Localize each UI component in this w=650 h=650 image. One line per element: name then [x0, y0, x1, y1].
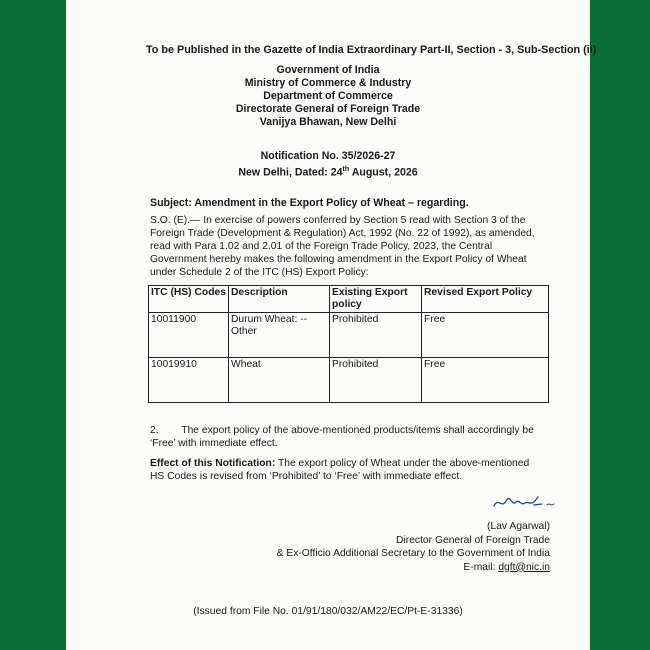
- intro-line: Government hereby makes the following amendment in the Export Policy of Wheat: [150, 254, 527, 265]
- notification-number: Notification No. 35/2026-27: [260, 150, 396, 162]
- issuer-department: Department of Commerce: [263, 90, 393, 102]
- paragraph-2: [150, 424, 550, 450]
- header-revised-policy: Revised Export Policy: [422, 286, 549, 313]
- signatory-designation: Director General of Foreign Trade: [396, 534, 550, 546]
- effect-paragraph: [150, 457, 550, 483]
- table-row: [149, 313, 549, 358]
- cell-code: 10011900: [149, 313, 229, 358]
- cell-existing: Prohibited: [330, 358, 422, 403]
- effect-label: Effect of this Notification:: [150, 458, 276, 469]
- signatory-name: (Lav Agarwal): [487, 521, 550, 532]
- export-policy-table: [148, 285, 549, 403]
- header-itc-codes: ITC (HS) Codes: [149, 286, 229, 313]
- subject-line: Subject: Amendment in the Export Policy of Wheat – regarding.: [150, 197, 469, 209]
- intro-line: Foreign Trade (Development & Regulation) Act, 1992 (No. 22 of 1992), as amended,: [150, 228, 535, 239]
- para2-line: 2. The export policy of the above-mentioned products/items shall accordingly be: [150, 425, 534, 436]
- cell-code: 10019910: [149, 358, 229, 403]
- cell-revised: Free: [422, 313, 549, 358]
- intro-line: under Schedule 2 of the ITC (HS) Export Policy:: [150, 267, 369, 278]
- issuer-address: Vanijya Bhawan, New Delhi: [259, 116, 397, 128]
- cell-revised: Free: [422, 358, 549, 403]
- intro-line: read with Para 1.02 and 2.01 of the Foreign Trade Policy, 2023, the Central: [150, 241, 493, 252]
- table-header-row: [149, 286, 549, 313]
- effect-line: HS Codes is revised from ‘Prohibited’ to ‘Free’ with immediate effect.: [150, 471, 463, 482]
- issuer-ministry: Ministry of Commerce & Industry: [244, 77, 412, 89]
- signatory-block: [250, 520, 550, 574]
- notification-date: New Delhi, Dated: 24th August, 2026: [238, 166, 418, 179]
- table-row: [149, 358, 549, 403]
- para2-line: ‘Free’ with immediate effect.: [150, 438, 278, 449]
- gazette-line: To be Published in the Gazette of India Extraordinary Part-II, Section - 3, Sub-Section (ii): [146, 44, 597, 56]
- signatory-additional: & Ex-Officio Additional Secretary to the Government of India: [276, 548, 550, 559]
- intro-paragraph: [150, 214, 550, 279]
- effect-line: The export policy of Wheat under the above-mentioned: [275, 458, 530, 469]
- email-link[interactable]: dgft@nic.in: [498, 561, 550, 573]
- header-existing-policy: Existing Export policy: [330, 286, 422, 313]
- intro-line: S.O. (E).— In exercise of powers conferred by Section 5 read with Section 3 of the: [150, 215, 526, 226]
- signatory-email: E-mail: dgft@nic.in: [463, 561, 550, 573]
- issuer-directorate: Directorate General of Foreign Trade: [235, 103, 421, 115]
- document-page: [66, 0, 597, 650]
- signature-image: [490, 491, 558, 515]
- file-reference: (Issued from File No. 01/91/180/032/AM22/EC/Pt-E-31336): [193, 606, 463, 617]
- issuer-government: Government of India: [276, 64, 380, 76]
- header-description: Description: [229, 286, 330, 313]
- cell-existing: Prohibited: [330, 313, 422, 358]
- cell-description: Durum Wheat: -- Other: [229, 313, 330, 358]
- cell-description: Wheat: [229, 358, 330, 403]
